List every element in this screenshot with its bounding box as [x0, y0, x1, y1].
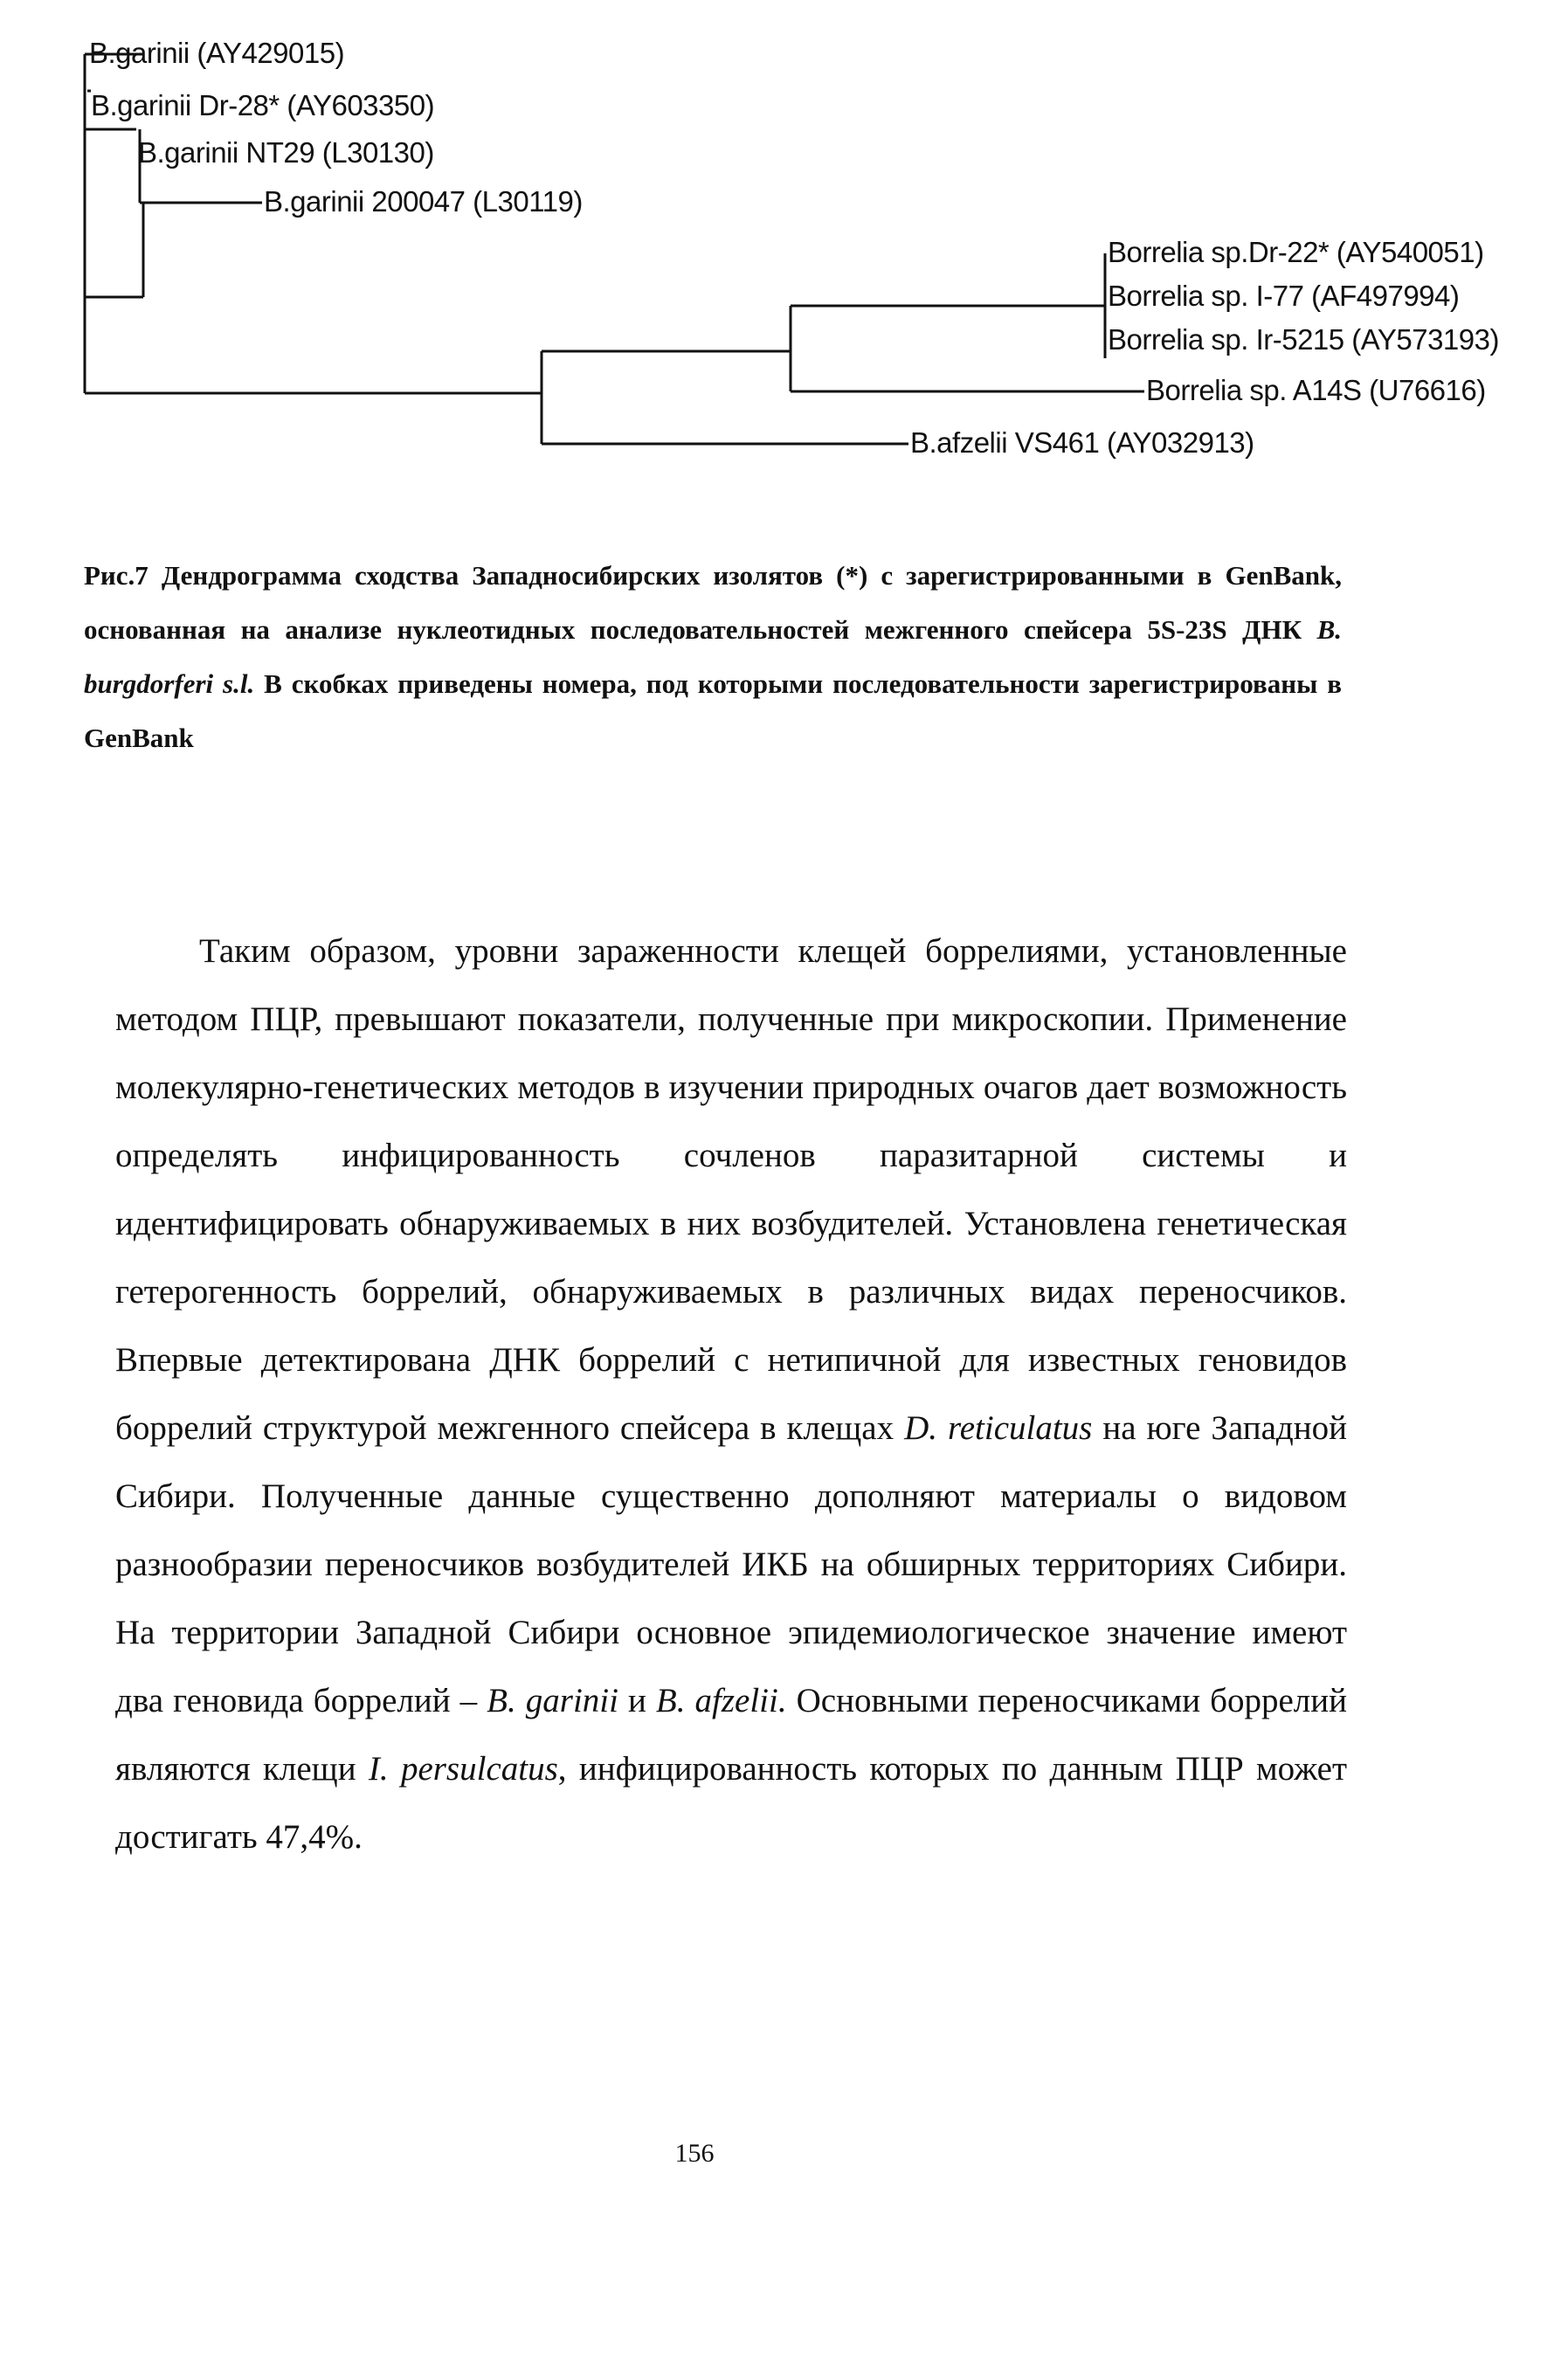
figure-caption: [84, 549, 1342, 765]
figure-label: Рис.7: [84, 560, 149, 591]
body-text-4: Основными переносчиками боррелий являются клещи: [115, 1682, 1348, 1788]
species-name: B. garinii: [487, 1682, 618, 1719]
leaf-label: B.garinii 200047 (L30119): [264, 185, 583, 218]
leaf-label: B.garinii Dr-28* (AY603350): [91, 89, 435, 121]
species-name: I. persulcatus: [368, 1750, 558, 1788]
caption-species: B. burgdorferi s.l.: [84, 614, 1342, 699]
species-name: D. reticulatus: [904, 1409, 1093, 1447]
caption-text: Дендрограмма сходства Западносибирских изолятов (*) с зарегистрированными в GenBank, основанная на анализе нуклеотидных последовательностей межгенного спейсера 5S-23S ДНК: [84, 560, 1342, 645]
body-text-3: и: [618, 1682, 656, 1719]
leaf-label: Borrelia sp. Ir-5215 (AY573193): [1108, 323, 1499, 356]
leaf-label: B.garinii (AY429015): [89, 37, 345, 69]
leaf-label: Borrelia sp.Dr-22* (AY540051): [1108, 236, 1484, 268]
species-name: B. afzelii.: [655, 1682, 787, 1719]
caption-text-2: В скобках приведены номера, под которыми последовательности зарегистрированы в GenBank: [84, 668, 1342, 753]
body-text-2: на юге Западной Сибири. Полученные данные существенно дополняют материалы о видовом разнообразии переносчиков возбудителей ИКБ на обширных территориях Сибири. На территории Западной Сибири основное эпидемиологическое значение имеют два геновида боррелий –: [115, 1409, 1347, 1719]
leaf-label: Borrelia sp. A14S (U76616): [1146, 374, 1486, 406]
dendrogram: [0, 0, 1568, 489]
leaf-label: B.garinii NT29 (L30130): [138, 136, 434, 169]
leaf-label: Borrelia sp. I-77 (AF497994): [1108, 280, 1460, 312]
body-paragraph: [115, 917, 1347, 1871]
body-text-5: , инфицированность которых по данным ПЦР может достигать 47,4%.: [115, 1750, 1347, 1856]
page-number: 156: [674, 2139, 715, 2168]
body-text-1: Таким образом, уровни зараженности клещей боррелиями, установленные методом ПЦР, превышают показатели, полученные при микроскопии. Применение молекулярно-генетических методов в изучении природных очагов дает возможность определять инфицированность сочленов паразитарной системы и идентифицировать обнаруживаемых в них возбудителей. Установлена генетическая гетерогенность боррелий, обнаруживаемых в различных видах переносчиков. Впервые детектирована ДНК боррелий с нетипичной для известных геновидов боррелий структурой межгенного спейсера в клещах: [115, 932, 1347, 1447]
leaf-label: B.afzelii VS461 (AY032913): [910, 426, 1254, 459]
